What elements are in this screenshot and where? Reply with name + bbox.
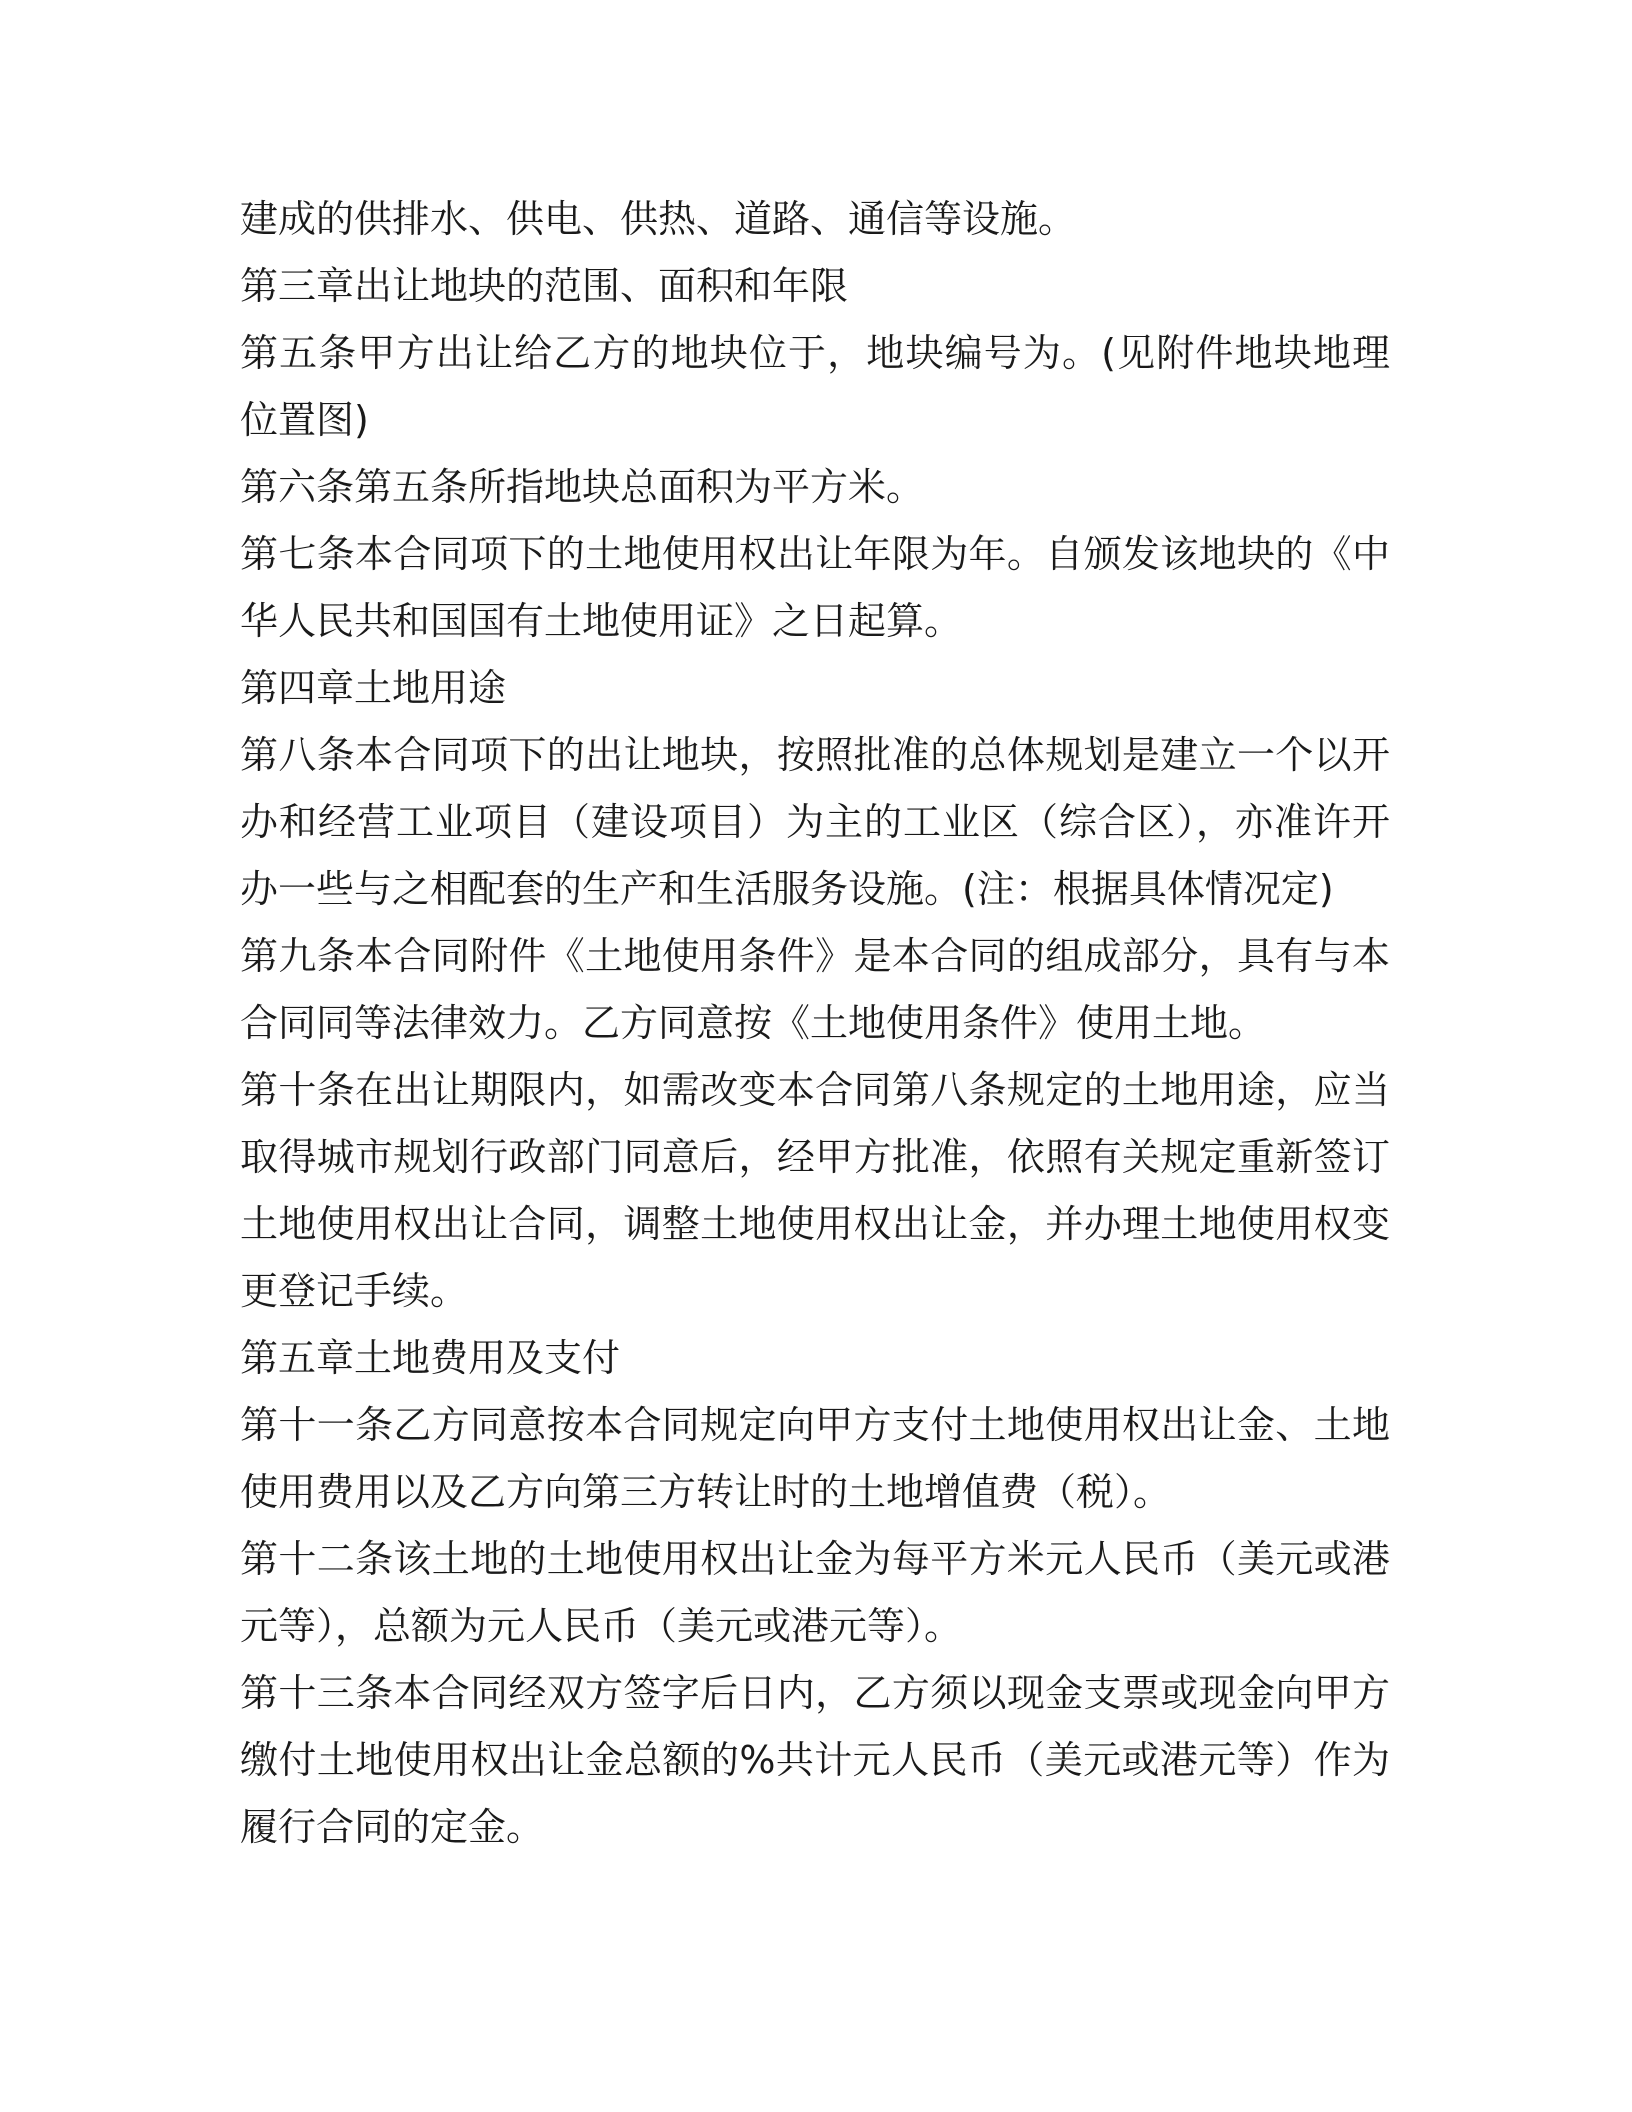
article-6: 第六条第五条所指地块总面积为平方米。 — [240, 465, 925, 509]
article-9: 第九条本合同附件《土地使用条件》是本合同的组成部分，具有与本合同同等法律效力。乙方同意按《土地使用条件》使用土地。 — [240, 934, 1390, 1045]
article-8: 第八条本合同项下的出让地块，按照批准的总体规划是建立一个以开办和经营工业项目（建设项目）为主的工业区（综合区），亦准许开办一些与之相配套的生产和生活服务设施。(注：根据具体情况定) — [240, 733, 1390, 911]
continuation-paragraph: 建成的供排水、供电、供热、道路、通信等设施。 — [240, 197, 1077, 241]
article-12: 第十二条该土地的土地使用权出让金为每平方米元人民币（美元或港元等），总额为元人民币（美元或港元等）。 — [240, 1537, 1390, 1648]
document-page — [240, 186, 1390, 1861]
article-10: 第十条在出让期限内，如需改变本合同第八条规定的土地用途，应当取得城市规划行政部门同意后，经甲方批准，依照有关规定重新签订土地使用权出让合同，调整土地使用权出让金，并办理土地使用权变更登记手续。 — [240, 1068, 1390, 1313]
chapter-4-heading: 第四章土地用途 — [240, 666, 507, 710]
chapter-5-heading: 第五章土地费用及支付 — [240, 1336, 621, 1380]
article-7: 第七条本合同项下的土地使用权出让年限为年。自颁发该地块的《中华人民共和国国有土地使用证》之日起算。 — [240, 532, 1390, 643]
article-11: 第十一条乙方同意按本合同规定向甲方支付土地使用权出让金、土地使用费用以及乙方向第三方转让时的土地增值费（税）。 — [240, 1403, 1390, 1514]
chapter-3-heading: 第三章出让地块的范围、面积和年限 — [240, 264, 849, 308]
article-5: 第五条甲方出让给乙方的地块位于，地块编号为。(见附件地块地理位置图) — [240, 331, 1390, 442]
article-13: 第十三条本合同经双方签字后日内，乙方须以现金支票或现金向甲方缴付土地使用权出让金总额的%共计元人民币（美元或港元等）作为履行合同的定金。 — [240, 1671, 1390, 1849]
